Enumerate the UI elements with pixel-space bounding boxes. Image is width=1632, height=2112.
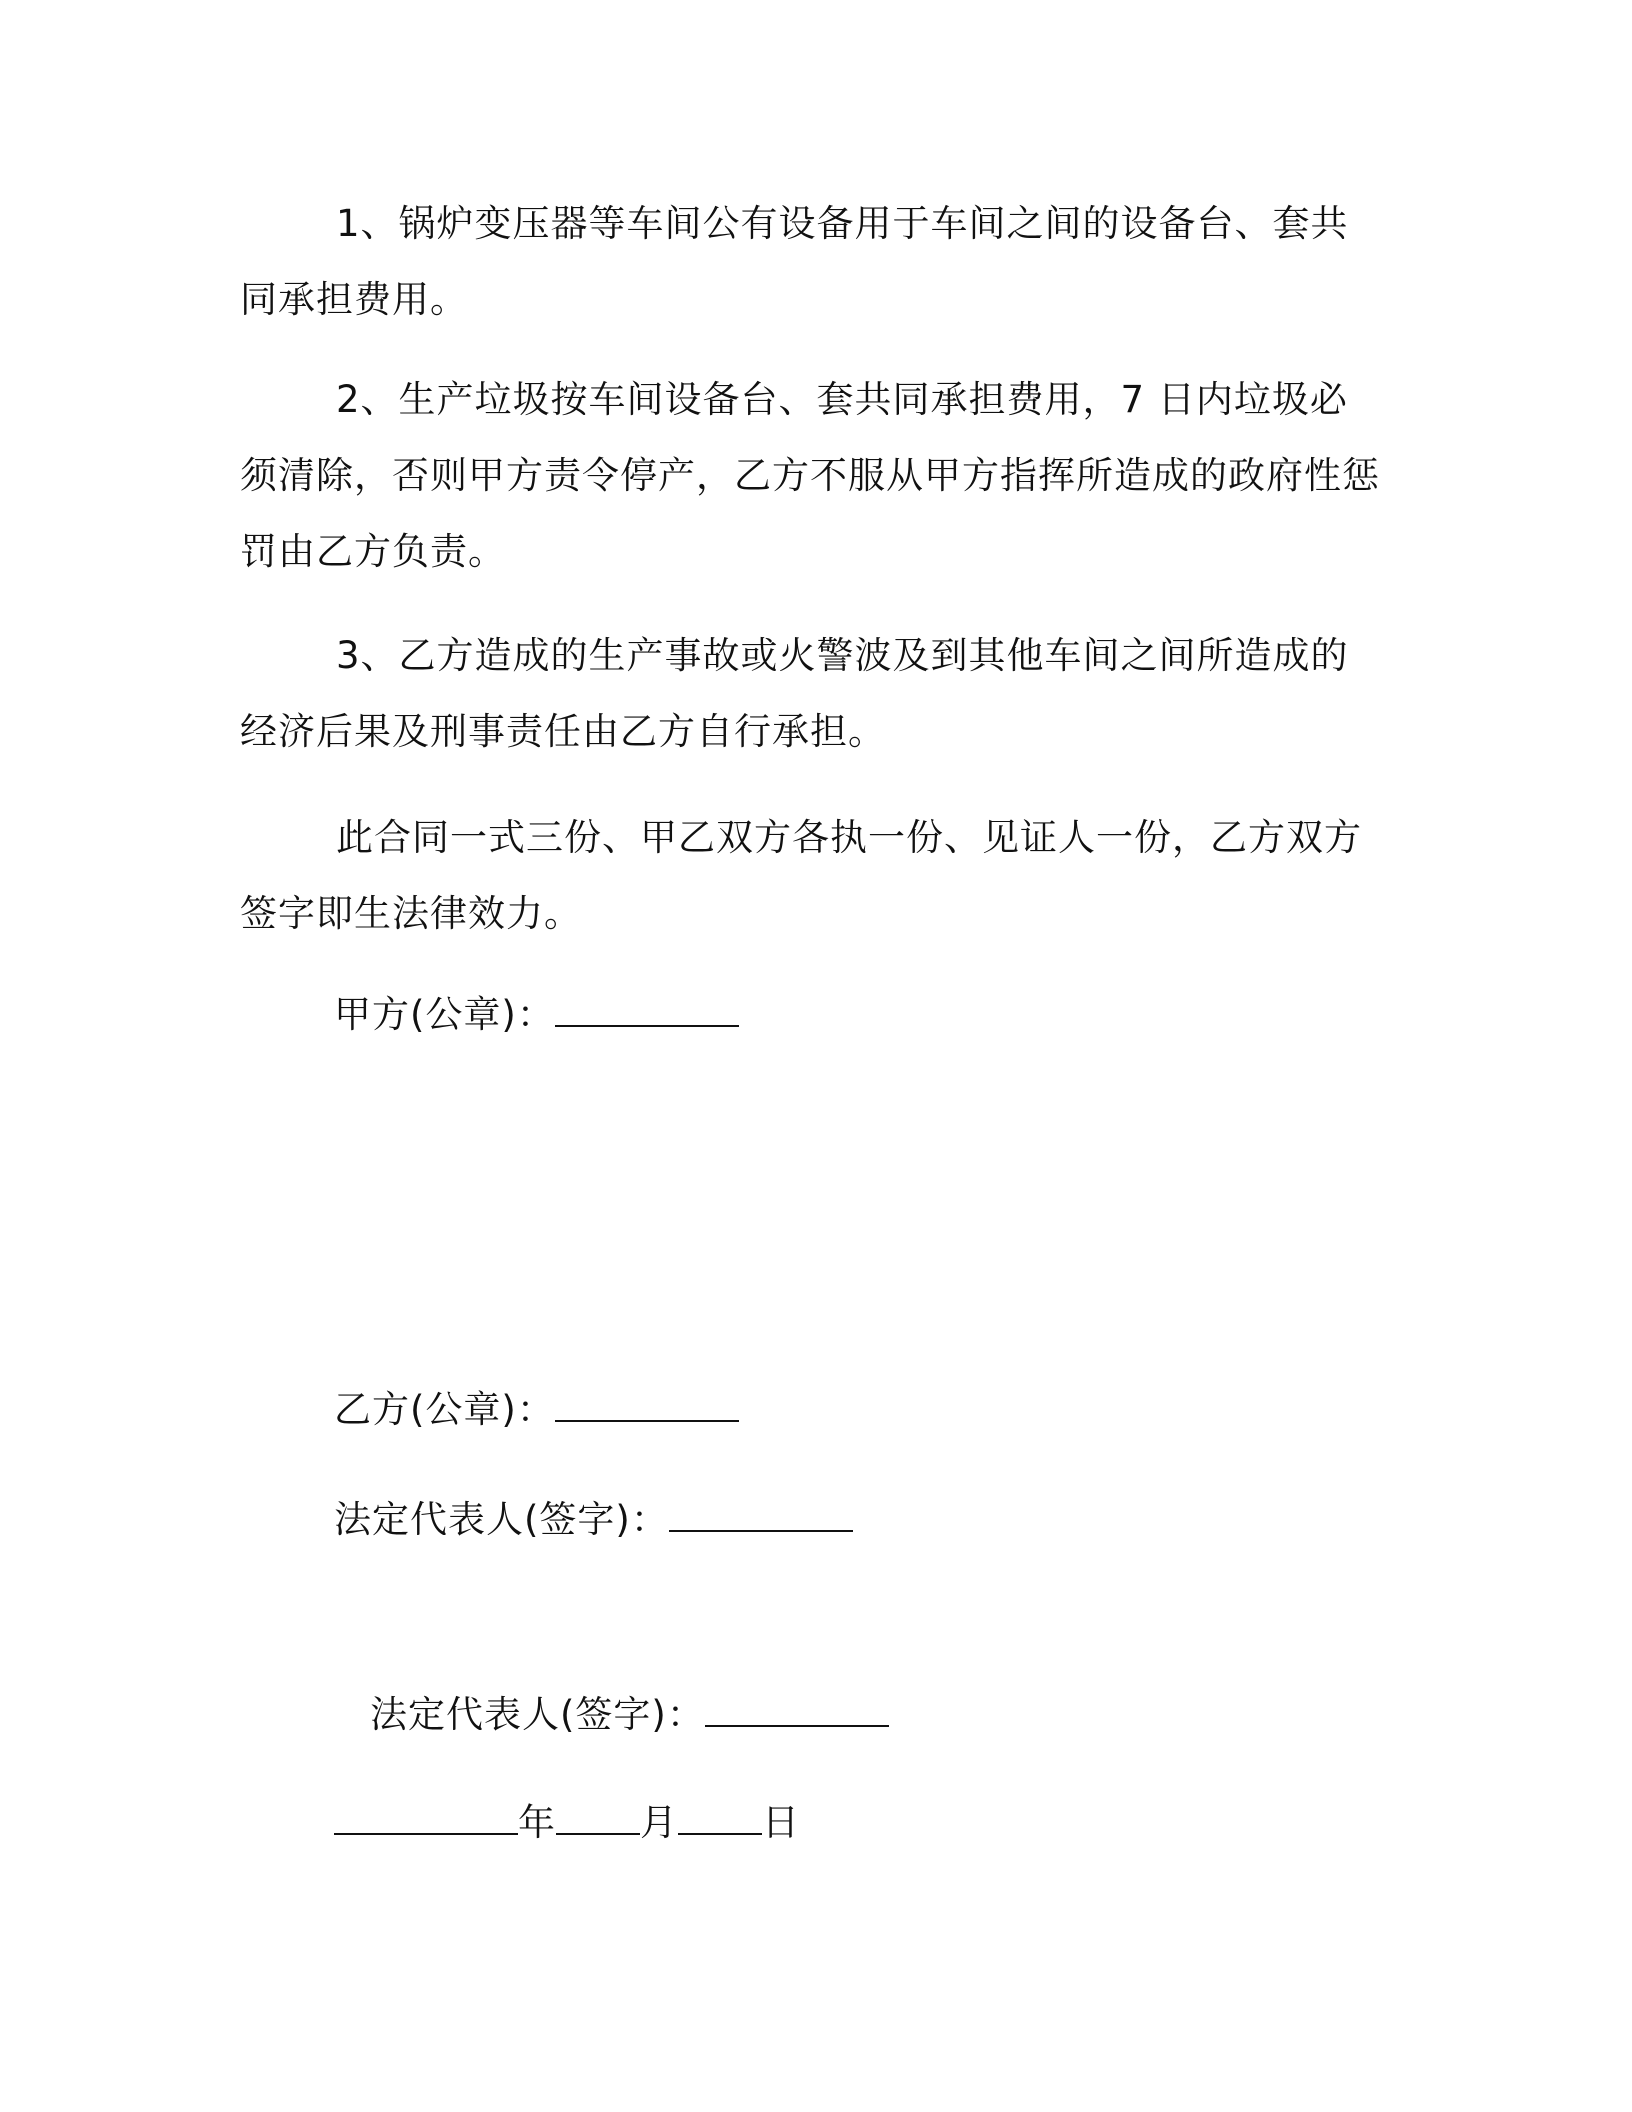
month-blank — [556, 1799, 640, 1835]
party-b-signature-line — [334, 1385, 739, 1435]
year-label: 年 — [518, 1801, 556, 1844]
party-a-signature-line — [334, 990, 739, 1040]
legal-rep-label-2: 法定代表人(签字)： — [370, 1693, 705, 1736]
legal-rep-signature-line-1 — [334, 1495, 853, 1545]
party-b-label: 乙方(公章)： — [334, 1388, 555, 1431]
party-b-blank — [555, 1386, 739, 1422]
clause-1: 1、锅炉变压器等车间公有设备用于车间之间的设备台、套共同承担费用。 — [240, 202, 1349, 321]
party-a-label: 甲方(公章)： — [334, 993, 555, 1036]
legal-rep-label-1: 法定代表人(签字)： — [334, 1498, 669, 1541]
signing-date-line — [334, 1798, 800, 1848]
day-label: 日 — [762, 1801, 800, 1844]
month-label: 月 — [640, 1801, 678, 1844]
day-blank — [678, 1799, 762, 1835]
clause-3: 3、乙方造成的生产事故或火警波及到其他车间之间所造成的经济后果及刑事责任由乙方自行承担。 — [240, 634, 1349, 753]
party-a-blank — [555, 991, 739, 1027]
legal-rep-signature-line-2 — [370, 1690, 889, 1740]
legal-rep-blank-1 — [669, 1496, 853, 1532]
legal-rep-blank-2 — [705, 1691, 889, 1727]
validity-clause: 此合同一式三份、甲乙双方各执一份、见证人一份，乙方双方签字即生法律效力。 — [240, 816, 1362, 935]
year-blank — [334, 1799, 518, 1835]
clause-2: 2、生产垃圾按车间设备台、套共同承担费用，7 日内垃圾必须清除，否则甲方责令停产，乙方不服从甲方指挥所造成的政府性惩罚由乙方负责。 — [240, 378, 1380, 573]
